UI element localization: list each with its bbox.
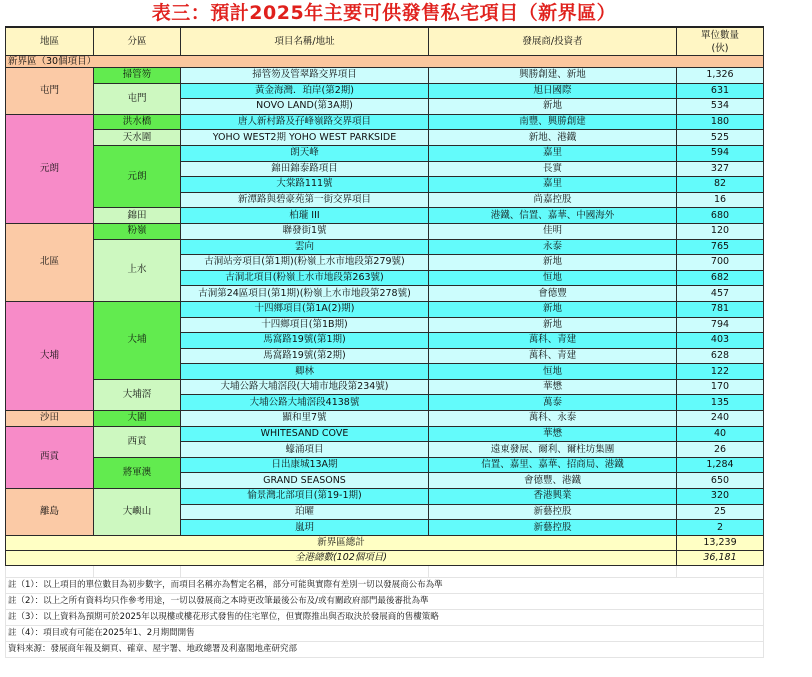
header-project: 項目名稱/地址	[181, 27, 429, 56]
project-name-cell: 黃金海灣．珀岸(第2期)	[181, 83, 429, 99]
note-text: 註（3）：以上資料為預期可於2025年以現樓或樓花形式發售的住宅單位，但實際推出與否取決於發展商的售樓策略	[6, 609, 764, 625]
region-cell: 北區	[6, 223, 94, 301]
units-cell: 40	[677, 426, 764, 442]
units-cell: 628	[677, 348, 764, 364]
developer-cell: 港鐵、信置、嘉華、中國海外	[429, 208, 677, 224]
project-name-cell: 馬窩路19號(第2期)	[181, 348, 429, 364]
district-cell: 元朗	[94, 145, 181, 207]
nt-total-row	[6, 535, 764, 550]
section-label: 新界區（30個項目）	[6, 56, 764, 68]
developer-cell: 新地	[429, 317, 677, 333]
developer-cell: 遠東發展、爾利、爾柱坊集團	[429, 442, 677, 458]
developer-cell: 尚嘉控股	[429, 192, 677, 208]
developer-cell: 恒地	[429, 270, 677, 286]
units-cell: 457	[677, 286, 764, 302]
region-cell: 離島	[6, 489, 94, 536]
developer-cell: 會德豐、港鐵	[429, 473, 677, 489]
blank-cell	[94, 565, 181, 577]
units-cell: 594	[677, 145, 764, 161]
blank-cell	[181, 565, 429, 577]
units-cell: 180	[677, 114, 764, 130]
units-cell: 403	[677, 333, 764, 349]
nt-total-label: 新界區總計	[6, 535, 677, 550]
region-cell: 屯門	[6, 68, 94, 115]
units-cell: 794	[677, 317, 764, 333]
note-row	[6, 609, 764, 625]
project-name-cell: YOHO WEST2期 YOHO WEST PARKSIDE	[181, 130, 429, 146]
project-name-cell: 顯和里7號	[181, 411, 429, 427]
table-row	[6, 83, 764, 99]
district-cell: 大埔	[94, 301, 181, 379]
table-row	[6, 114, 764, 130]
units-cell: 700	[677, 255, 764, 271]
projects-table	[5, 26, 764, 658]
project-name-cell: NOVO LAND(第3A期)	[181, 99, 429, 115]
project-name-cell: 新潭路與碧豪苑第一街交界項目	[181, 192, 429, 208]
table-row	[6, 208, 764, 224]
developer-cell: 南豐、興勝創建	[429, 114, 677, 130]
developer-cell: 萬科、永泰	[429, 411, 677, 427]
units-cell: 327	[677, 161, 764, 177]
units-cell: 650	[677, 473, 764, 489]
hk-total-label: 全港總數(102個項目)	[6, 550, 677, 565]
header-units-line1: 單位數量	[700, 29, 739, 41]
project-name-cell: 古洞北項目(粉嶺上水市地段第263號)	[181, 270, 429, 286]
developer-cell: 嘉里	[429, 145, 677, 161]
developer-cell: 旭日國際	[429, 83, 677, 99]
hk-total-row	[6, 550, 764, 565]
region-cell: 元朗	[6, 114, 94, 223]
units-cell: 170	[677, 379, 764, 395]
note-text: 註（4）：項目或有可能在2025年1、2月期間開售	[6, 625, 764, 641]
project-name-cell: 大棠路111號	[181, 177, 429, 193]
project-name-cell: 唐人新村路及孖峰嶺路交界項目	[181, 114, 429, 130]
developer-cell: 嘉里	[429, 177, 677, 193]
note-row	[6, 625, 764, 641]
header-district: 分區	[94, 27, 181, 56]
developer-cell: 萬科、青建	[429, 348, 677, 364]
units-cell: 525	[677, 130, 764, 146]
blank-row	[6, 565, 764, 577]
blank-cell	[6, 565, 94, 577]
district-cell: 西貢	[94, 426, 181, 457]
note-text: 註（1）：以上項目的單位數目為初步數字，而項目名稱亦為暫定名稱，部分可能與實際有差別一切以發展商公布為準	[6, 577, 764, 593]
district-cell: 大埔滘	[94, 379, 181, 410]
developer-cell: 會德豐	[429, 286, 677, 302]
developer-cell: 永泰	[429, 239, 677, 255]
units-cell: 781	[677, 301, 764, 317]
note-row	[6, 577, 764, 593]
table-row	[6, 130, 764, 146]
units-cell: 1,284	[677, 457, 764, 473]
blank-cell	[429, 565, 677, 577]
table-row	[6, 239, 764, 255]
table-row	[6, 68, 764, 84]
note-row	[6, 593, 764, 609]
district-cell: 掃管笏	[94, 68, 181, 84]
units-cell: 240	[677, 411, 764, 427]
table-row	[6, 223, 764, 239]
developer-cell: 萬泰	[429, 395, 677, 411]
developer-cell: 新地	[429, 301, 677, 317]
developer-cell: 興勝創建、新地	[429, 68, 677, 84]
project-name-cell: 古洞第24區項目(第1期)(粉嶺上水市地段第278號)	[181, 286, 429, 302]
project-name-cell: 雲向	[181, 239, 429, 255]
developer-cell: 新地	[429, 255, 677, 271]
developer-cell: 恒地	[429, 364, 677, 380]
units-cell: 1,326	[677, 68, 764, 84]
document	[5, 0, 763, 658]
district-cell: 屯門	[94, 83, 181, 114]
project-name-cell: 十四鄉項目(第1A(2)期)	[181, 301, 429, 317]
table-row	[6, 489, 764, 505]
project-name-cell: 嵐玥	[181, 520, 429, 536]
developer-cell: 信置、嘉里、嘉華、招商局、港鐵	[429, 457, 677, 473]
project-name-cell: 日出康城13A期	[181, 457, 429, 473]
project-name-cell: 朗天峰	[181, 145, 429, 161]
note-text: 註（2）：以上之所有資料均只作參考用途，一切以發展商之本時更改筆最後公布及/或有關政府部門最後審批為準	[6, 593, 764, 609]
section-row	[6, 56, 764, 68]
units-cell: 135	[677, 395, 764, 411]
header-units-line2: (伙)	[711, 42, 729, 54]
project-name-cell: 大埔公路大埔滘段(大埔市地段第234號)	[181, 379, 429, 395]
project-name-cell: 古洞站旁項目(第1期)(粉嶺上水市地段第279號)	[181, 255, 429, 271]
project-name-cell: 卿林	[181, 364, 429, 380]
units-cell: 82	[677, 177, 764, 193]
hk-total-units: 36,181	[677, 550, 764, 565]
table-row	[6, 457, 764, 473]
district-cell: 將軍澳	[94, 457, 181, 488]
region-cell: 沙田	[6, 411, 94, 427]
units-cell: 16	[677, 192, 764, 208]
developer-cell: 長實	[429, 161, 677, 177]
district-cell: 洪水橋	[94, 114, 181, 130]
district-cell: 粉嶺	[94, 223, 181, 239]
district-cell: 上水	[94, 239, 181, 301]
header-row	[6, 27, 764, 56]
units-cell: 534	[677, 99, 764, 115]
project-name-cell: WHITESAND COVE	[181, 426, 429, 442]
units-cell: 320	[677, 489, 764, 505]
district-cell: 大圍	[94, 411, 181, 427]
table-row	[6, 379, 764, 395]
project-name-cell: 馬窩路19號(第1期)	[181, 333, 429, 349]
table-title: 表三：預計2025年主要可供發售私宅項目（新界區）	[5, 0, 763, 26]
project-name-cell: 聯發街1號	[181, 223, 429, 239]
region-cell: 西貢	[6, 426, 94, 488]
units-cell: 631	[677, 83, 764, 99]
developer-cell: 新地	[429, 99, 677, 115]
developer-cell: 華懋	[429, 426, 677, 442]
project-name-cell: 蠔涌項目	[181, 442, 429, 458]
note-row	[6, 641, 764, 657]
note-text: 資料來源：發展商年報及網頁、確章、屋宇署、地政總署及利嘉閣地產研究部	[6, 641, 764, 657]
developer-cell: 新地、港鐵	[429, 130, 677, 146]
header-region: 地區	[6, 27, 94, 56]
units-cell: 765	[677, 239, 764, 255]
developer-cell: 新藝控股	[429, 520, 677, 536]
units-cell: 680	[677, 208, 764, 224]
developer-cell: 香港興業	[429, 489, 677, 505]
header-developer: 發展商/投資者	[429, 27, 677, 56]
units-cell: 2	[677, 520, 764, 536]
table-row	[6, 145, 764, 161]
district-cell: 錦田	[94, 208, 181, 224]
developer-cell: 佳明	[429, 223, 677, 239]
project-name-cell: 錦田錦泰路項目	[181, 161, 429, 177]
table-row	[6, 411, 764, 427]
project-name-cell: 掃管笏及管翠路交界項目	[181, 68, 429, 84]
developer-cell: 萬科、青建	[429, 333, 677, 349]
developer-cell: 新藝控股	[429, 504, 677, 520]
header-units	[677, 27, 764, 56]
project-name-cell: GRAND SEASONS	[181, 473, 429, 489]
units-cell: 122	[677, 364, 764, 380]
project-name-cell: 珀曜	[181, 504, 429, 520]
region-cell: 大埔	[6, 301, 94, 410]
table-row	[6, 426, 764, 442]
units-cell: 26	[677, 442, 764, 458]
blank-cell	[677, 565, 764, 577]
project-name-cell: 大埔公路大埔滘段4138號	[181, 395, 429, 411]
developer-cell: 華懋	[429, 379, 677, 395]
project-name-cell: 十四鄉項目(第1B期)	[181, 317, 429, 333]
units-cell: 120	[677, 223, 764, 239]
table-row	[6, 301, 764, 317]
project-name-cell: 柏瓏 III	[181, 208, 429, 224]
district-cell: 天水圍	[94, 130, 181, 146]
district-cell: 大嶼山	[94, 489, 181, 536]
project-name-cell: 愉景灣北部項目(第19-1期)	[181, 489, 429, 505]
units-cell: 25	[677, 504, 764, 520]
units-cell: 682	[677, 270, 764, 286]
nt-total-units: 13,239	[677, 535, 764, 550]
